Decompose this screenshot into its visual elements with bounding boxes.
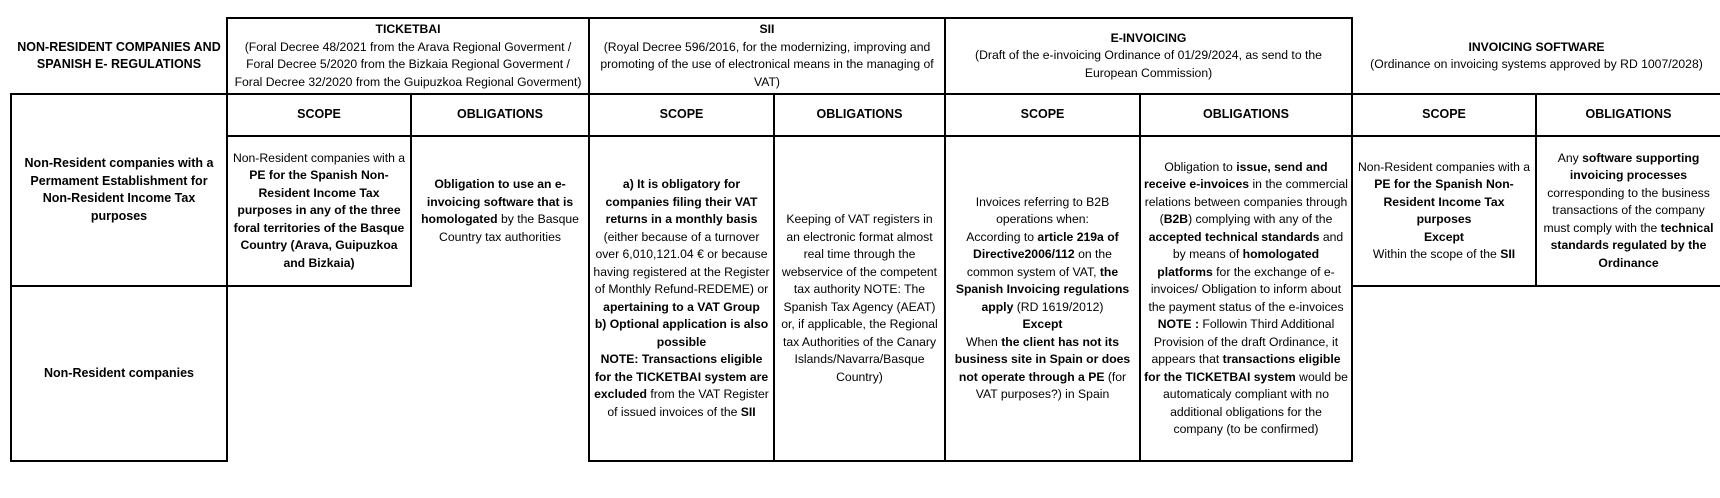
ticketbai-title: TICKETBAI: [375, 22, 441, 36]
ticketbai-header: [228, 19, 588, 93]
sii-header: [590, 19, 944, 93]
ticketbai-scope-header: SCOPE: [297, 107, 341, 122]
software-obligations-cell: Any software supporting invoicing processes corresponding to the business transactions of the company must comply with the technical standards regulated by the Ordinance: [1543, 150, 1714, 270]
sii-scope-header: SCOPE: [659, 107, 704, 122]
einvoicing-obligations-cell: Obligation to issue, send and receive e-invoices in the commercial relations between companies through (B2B) complying with any of the accepted technical standards and by means of homologated platforms for the exchange of e-invoices/ Obligation to inform about the payment status of the e-invoices NOTE : Followin Third Additional Provision of the draft Ordinance, it appears that transactions eligible for the TICKETBAI system would be automaticaly compliant with no additional obligations for the company (to be confirmed): [1144, 159, 1348, 436]
sii-scope-cell: a) It is obligatory for companies filing their VAT returns in a monthly basis (either because of a turnover over 6,010,121.04 € or because having registered at the Register of Monthly Refund-REDEME) or apertaining to a VAT Group b) Optional application is also possible NOTE: Transactions eligible for the TICKETBAI system are excluded from the VAT Register of issued invoices of the SII: [593, 177, 770, 419]
grid-line: [10, 460, 228, 462]
einvoicing-scope-cell: Invoices referring to B2B operations when: According to article 219a of Directive2006/112 on the common system of VAT, the Spanish Invoicing regulations apply (RD 1619/2012) Except When the client has not its business site in Spain or does not operate through a PE (for VAT purposes?) in Spain: [954, 194, 1131, 401]
sii-title: SII: [759, 22, 775, 36]
einvoicing-title: E-INVOICING: [1110, 30, 1187, 45]
row-label-pe: Non-Resident companies with a Permament Establishment for Non-Resident Income Tax purposes: [24, 156, 214, 223]
sii-obligations-header: OBLIGATIONS: [816, 107, 903, 122]
einvoicing-obligations-header: OBLIGATIONS: [1203, 107, 1289, 122]
software-scope-header: SCOPE: [1422, 107, 1466, 122]
software-header: [1353, 19, 1720, 93]
einvoicing-scope-header: SCOPE: [1020, 107, 1065, 122]
ticketbai-scope-cell: Non-Resident companies with a PE for the Spanish Non-Resident Income Tax purposes in any of the three foral territories of the Basque Country (Arava, Guipuzkoa and Bizkaia): [232, 150, 406, 270]
sii-obligations-cell: Keeping of VAT registers in an electronic format almost real time through the webservice of the competent tax authority NOTE: The Spanish Tax Agency (AEAT) or, if applicable, the Regional tax Authorities of the Canary Islands/Navarra/Basque Country): [781, 212, 938, 384]
sii-subtitle: (Royal Decree 596/2016, for the modernizing, improving and promoting of the use of electronical means in the managing of VAT): [600, 39, 934, 89]
ticketbai-subtitle: (Foral Decree 48/2021 from the Arava Regional Goverment / Foral Decree 5/2020 from the Bizkaia Regional Goverment / Foral Decree 32/2020 from the Guipuzkoa Regional Goverment): [234, 39, 582, 89]
ticketbai-obligations-cell: Obligation to use an e-invoicing software that is homologated by the Basque Country tax authorities: [421, 177, 579, 244]
einvoicing-header: [946, 19, 1351, 93]
grid-line: [588, 460, 1353, 462]
software-title: INVOICING SOFTWARE: [1468, 39, 1605, 54]
einvoicing-subtitle: (Draft of the e-invoicing Ordinance of 01/29/2024, as send to the European Commission): [975, 48, 1322, 80]
software-subtitle: (Ordinance on invoicing systems approved by RD 1007/2028): [1370, 57, 1703, 71]
ticketbai-obligations-header: OBLIGATIONS: [457, 107, 543, 122]
software-obligations-header: OBLIGATIONS: [1585, 107, 1672, 122]
table-row-title: NON-RESIDENT COMPANIES AND SPANISH E- REGULATIONS: [17, 39, 221, 71]
software-scope-cell: Non-Resident companies with a PE for the Spanish Non-Resident Income Tax purposes Except Within the scope of the SII: [1357, 159, 1531, 261]
row-label-non-resident: Non-Resident companies: [43, 365, 195, 380]
